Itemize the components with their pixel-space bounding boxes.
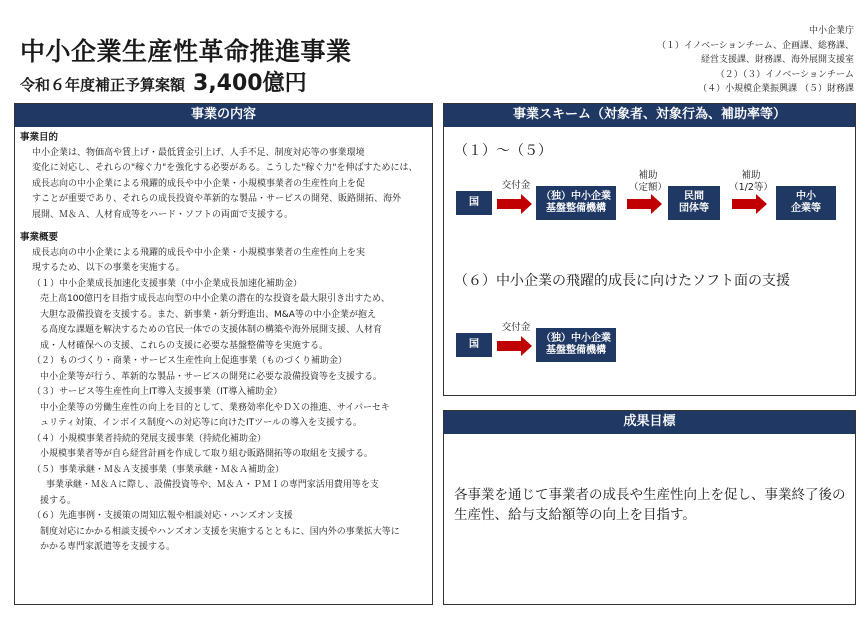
purpose-heading: 事業目的 — [20, 132, 59, 143]
scheme-panel — [443, 103, 856, 396]
item-line: 成・人材確保への支援、これらの支援に必要な基盤整備等を実施する。 — [40, 340, 329, 351]
flow1-label: （１）～（５） — [454, 143, 552, 159]
agency-info — [614, 24, 854, 97]
agency-line: （２）（３）イノベーションチーム — [715, 69, 854, 80]
content-panel — [14, 103, 433, 605]
item-title: （３）サービス等生産性向上IT導入支援事業（IT導入補助金） — [32, 387, 283, 397]
node-smrj — [536, 186, 616, 220]
item-title: （５）事業承継・Ｍ＆Ａ支援事業（事業承継・Ｍ＆Ａ補助金） — [32, 464, 285, 475]
note-subsidy-fixed-line2: （定額） — [628, 182, 667, 193]
item-title: （６）先進事例・支援策の周知広報や相談対応・ハンズオン支援 — [32, 511, 293, 521]
result-panel — [443, 410, 856, 605]
arrow-right-icon — [732, 194, 768, 214]
node-private-org — [668, 186, 720, 220]
note-subsidy-fixed-line1: 補助 — [638, 170, 658, 181]
purpose-line: 成長志向の中小企業による飛躍的成長や中小企業・小規模事業者の生産性向上を促 — [32, 178, 366, 189]
node-smrj2-line2: 基盤整備機構 — [546, 345, 606, 356]
flow2-label: （６）中小企業の飛躍的成長に向けたソフト面の支援 — [454, 273, 790, 289]
item-line: 中小企業等の労働生産性の向上を目的として、業務効率化やＤＸの推進、サイバーセキ — [40, 402, 390, 413]
item-line: 中小企業等が行う、革新的な製品・サービスの開発に必要な設備投資等を支援する。 — [40, 371, 383, 382]
agency-line: 中小企業庁 — [808, 26, 854, 36]
node-smrj-line2: 基盤整備機構 — [546, 203, 606, 214]
budget-amount: 3,400億円 — [193, 71, 307, 96]
item-line: 売上高100億円を目指す成長志向型の中小企業の潜在的な投資を最大限引き出すため、 — [40, 294, 390, 304]
item-line: ュリティ対策、インボイス制度への対応等に向けたITツールの導入を支援する。 — [40, 418, 362, 428]
node-smrj2-line1: （独）中小企業 — [541, 333, 611, 344]
note-subsidy-half-line2: （1/2等） — [729, 182, 773, 193]
arrow-right-icon — [627, 194, 663, 214]
purpose-line: 変化に対応し、それらの"稼ぐ力"を強化する必要がある。こうした"稼ぐ力"を伸ばすためには、 — [32, 163, 418, 173]
content-body — [15, 127, 432, 556]
node-country: 国 — [456, 191, 492, 215]
note-subsidy-fixed — [624, 170, 672, 194]
node-sme-line1: 中小 — [796, 191, 816, 202]
purpose-line: 展開、Ｍ＆Ａ、人材育成等をハード・ソフトの両面で支援する。 — [32, 209, 294, 220]
item-title: （４）小規模事業者持続的発展支援事業（持続化補助金） — [32, 433, 267, 444]
overview-line: 現するため、以下の事業を実施する。 — [32, 263, 185, 273]
item-title: （１）中小企業成長加速化支援事業（中小企業成長加速化補助金） — [32, 278, 303, 289]
page-title: 中小企業生産性革命推進事業 — [20, 37, 352, 66]
agency-line: （４）小規模企業振興課 （５）財務課 — [698, 84, 854, 94]
item-title: （２）ものづくり・商業・サービス生産性向上促進事業（ものづくり補助金） — [32, 356, 348, 366]
node-smrj-line1: （独）中小企業 — [541, 191, 611, 202]
scheme-panel-header: 事業スキーム（対象者、対象行為、補助率等） — [444, 104, 855, 127]
arrow-right-icon — [497, 194, 533, 214]
node-smrj-2 — [536, 328, 616, 362]
content-panel-header: 事業の内容 — [15, 104, 432, 127]
item-line: 援する。 — [40, 495, 77, 506]
node-country-2: 国 — [456, 333, 492, 357]
item-line: 事業承継・Ｍ＆Ａに際し、設備投資等や、Ｍ＆Ａ・ＰＭＩの専門家活用費用等を支 — [46, 480, 379, 490]
note-subsidy-half — [726, 170, 776, 194]
agency-line: （１）イノベーションチーム、企画課、総務課、 — [656, 40, 854, 51]
item-line: 制度対応にかかる相談支援やハンズオン支援を実施するとともに、国内外の事業拡大等に — [40, 526, 400, 537]
agency-line: 経営支援課、財務課、海外展開支援室 — [700, 55, 854, 65]
budget-label: 令和６年度補正予算案額 — [20, 76, 186, 94]
purpose-line: すことが重要であり、それらの成長投資や革新的な製品・サービスの開発、販路開拓、海外 — [32, 194, 402, 204]
item-line: 小規模事業者等が自ら経営計画を作成して取り組む販路開拓等の取組を支援する。 — [40, 449, 374, 459]
note-grant: 交付金 — [501, 180, 531, 191]
node-sme — [776, 186, 836, 220]
node-private-line1: 民間 — [684, 191, 704, 202]
budget-line — [20, 66, 307, 97]
result-panel-header: 成果目標 — [444, 411, 855, 434]
overview-line: 成長志向の中小企業による飛躍的成長や中小企業・小規模事業者の生産性向上を実 — [32, 247, 366, 258]
node-sme-line2: 企業等 — [791, 203, 821, 214]
purpose-line: 中小企業は、物価高や賃上げ・最低賃金引上げ、人手不足、制度対応等の事業環境 — [32, 147, 365, 158]
note-grant-2: 交付金 — [501, 322, 531, 333]
arrow-right-icon — [497, 336, 533, 356]
overview-heading: 事業概要 — [20, 232, 59, 243]
item-line: 大胆な設備投資を支援する。また、新事業・新分野進出、M&A等の中小企業が抱え — [40, 309, 376, 320]
item-line: る高度な課題を解決するための官民一体での支援体制の構築や海外展開支援、人材育 — [40, 325, 383, 335]
node-private-line2: 団体等 — [679, 203, 709, 214]
result-text: 各事業を通じて事業者の成長や生産性向上を促し、事業終了後の生産性、給与支給額等の向上を目指す。 — [454, 487, 846, 523]
note-subsidy-half-line1: 補助 — [741, 170, 761, 181]
item-line: かかる専門家派遣等を支援する。 — [40, 542, 176, 552]
